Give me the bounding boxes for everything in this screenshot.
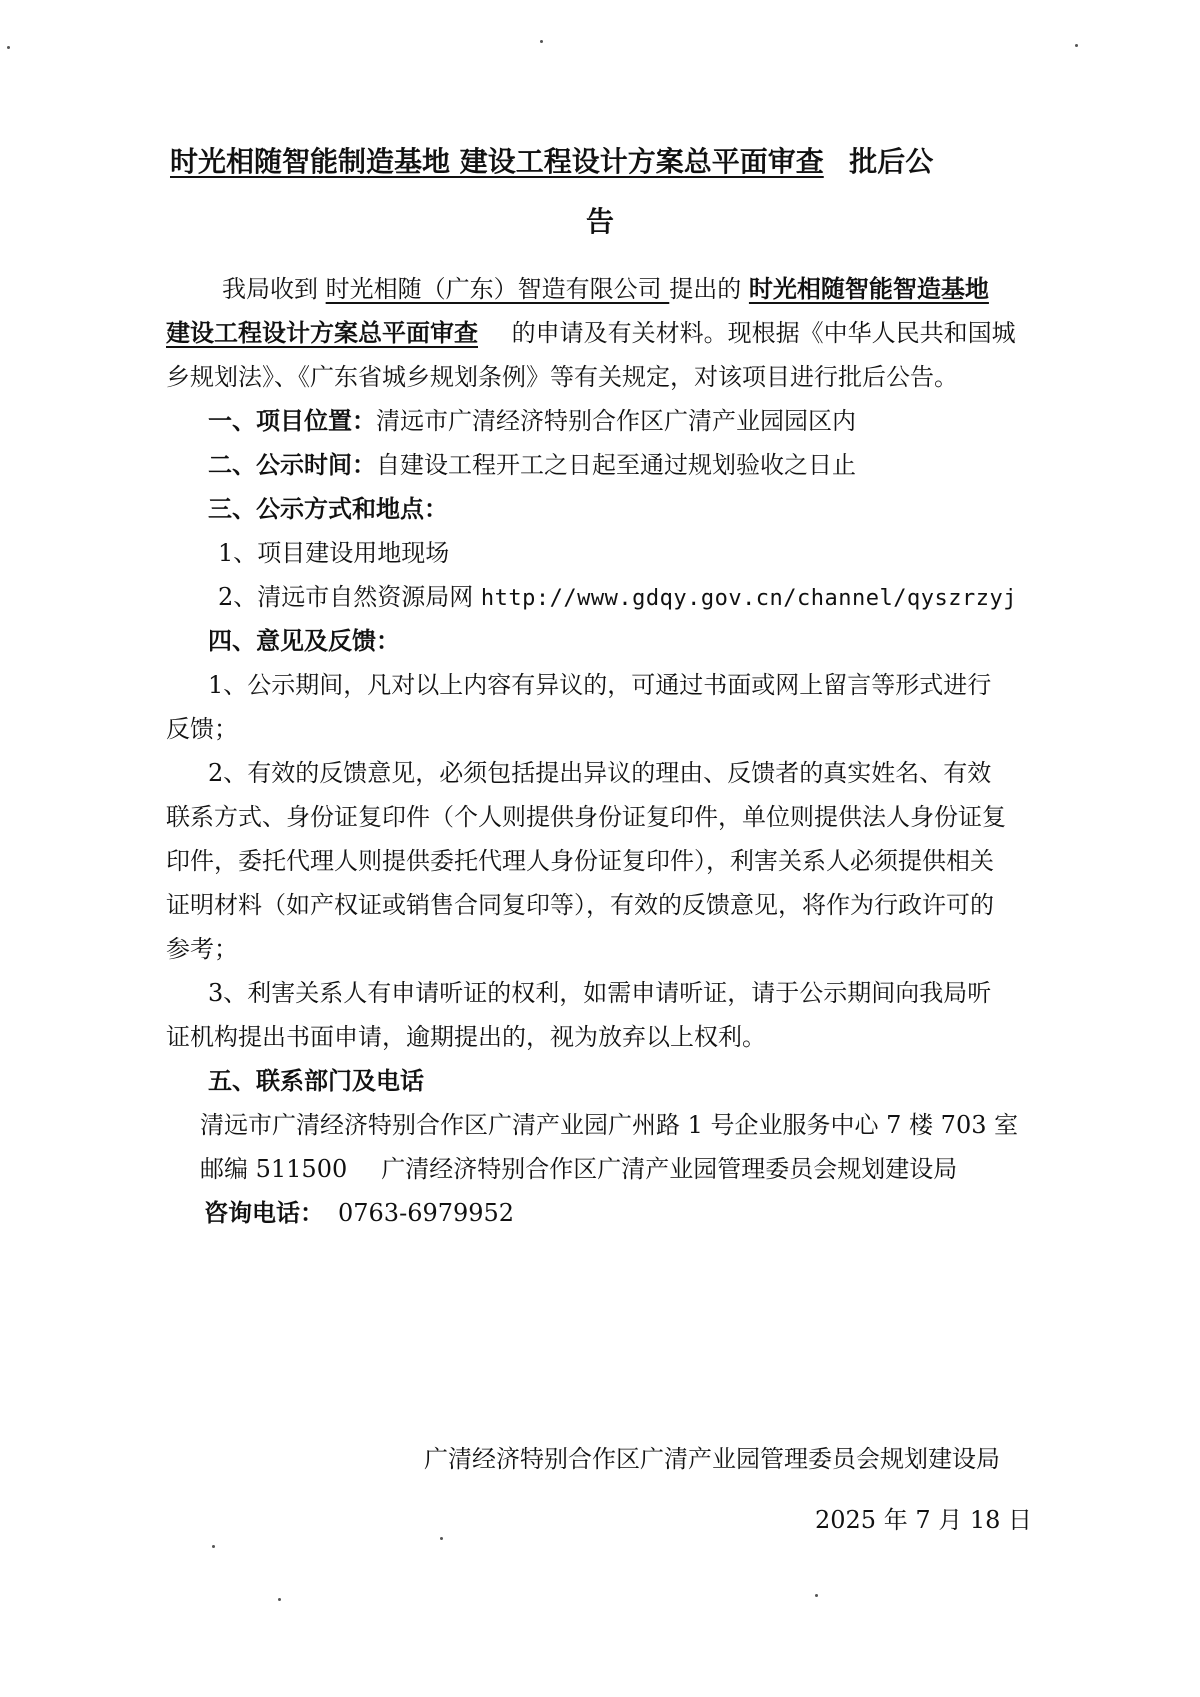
scan-speck bbox=[540, 40, 543, 43]
contact-department: 广清经济特别合作区广清产业园管理委员会规划建设局 bbox=[381, 1155, 958, 1183]
intro-line-2 bbox=[166, 317, 1016, 349]
feedback-p3-line-1: 3、利害关系人有申请听证的权利，如需申请听证，请于公示期间向我局听 bbox=[208, 979, 992, 1007]
title-main: 时光相随智能制造基地 建设工程设计方案总平面审查 bbox=[170, 145, 824, 178]
feedback-p1-line-1: 1、公示期间，凡对以上内容有异议的，可通过书面或网上留言等形式进行 bbox=[208, 671, 992, 699]
intro-line-1 bbox=[222, 273, 989, 305]
feedback-p2-line-1: 2、有效的反馈意见，必须包括提出异议的理由、反馈者的真实姓名、有效 bbox=[208, 759, 992, 787]
intro-text: 的申请及有关材料。现根据《中华人民共和国城 bbox=[504, 319, 1016, 347]
section-feedback: 四、意见及反馈： bbox=[208, 626, 400, 655]
phone-number: 0763-6979952 bbox=[338, 1199, 515, 1227]
item-text: 2、清远市自然资源局网 bbox=[218, 583, 481, 611]
scan-speck bbox=[7, 46, 10, 49]
applicant-company: 时光相随（广东）智造有限公司 bbox=[325, 275, 670, 303]
section-project-location bbox=[208, 405, 856, 437]
section-publicity-method: 三、公示方式和地点： bbox=[208, 494, 448, 523]
publicity-method-item-2 bbox=[218, 581, 1017, 615]
scan-speck bbox=[212, 1545, 215, 1548]
section-text: 清远市广清经济特别合作区广清产业园园区内 bbox=[376, 407, 856, 435]
section-publicity-time bbox=[208, 449, 856, 481]
intro-text: 提出的 bbox=[669, 275, 749, 303]
signature-org: 广清经济特别合作区广清产业园管理委员会规划建设局 bbox=[424, 1445, 1000, 1473]
signature-date: 2025 年 7 月 18 日 bbox=[815, 1506, 1033, 1534]
scan-speck bbox=[1075, 44, 1078, 47]
document-title bbox=[170, 142, 1010, 182]
intro-line-3: 乡规划法》、《广东省城乡规划条例》等有关规定，对该项目进行批后公告。 bbox=[166, 363, 958, 391]
feedback-p2-line-5: 参考； bbox=[166, 935, 238, 963]
document-title-line2: 告 bbox=[585, 205, 614, 238]
contact-postcode-line bbox=[200, 1153, 957, 1185]
section-text: 自建设工程开工之日起至通过规划验收之日止 bbox=[376, 451, 856, 479]
feedback-p2-line-3: 印件，委托代理人则提供委托代理人身份证复印件），利害关系人必须提供相关 bbox=[166, 847, 994, 875]
feedback-p2-line-4: 证明材料（如产权证或销售合同复印等），有效的反馈意见，将作为行政许可的 bbox=[166, 891, 994, 919]
postcode: 邮编 511500 bbox=[200, 1155, 348, 1183]
project-name-cont: 建设工程设计方案总平面审查 bbox=[166, 318, 478, 347]
feedback-p1-line-2: 反馈； bbox=[166, 715, 238, 743]
underline-gap bbox=[478, 317, 504, 349]
project-name: 时光相随智能智造基地 bbox=[748, 274, 989, 303]
website-link[interactable]: http://www.gdqy.gov.cn/channel/qyszrzyj bbox=[480, 586, 1017, 611]
scan-speck bbox=[440, 1537, 443, 1540]
scan-speck bbox=[278, 1598, 281, 1601]
phone-label: 咨询电话： bbox=[204, 1198, 324, 1227]
title-suffix: 批后公 bbox=[849, 145, 934, 178]
section-contact: 五、联系部门及电话 bbox=[208, 1066, 424, 1095]
feedback-p2-line-2: 联系方式、身份证复印件（个人则提供身份证复印件，单位则提供法人身份证复 bbox=[166, 803, 1006, 831]
contact-address: 清远市广清经济特别合作区广清产业园广州路 1 号企业服务中心 7 楼 703 室 bbox=[200, 1111, 1019, 1139]
section-label: 二、公示时间： bbox=[208, 450, 376, 479]
publicity-method-item-1: 1、项目建设用地现场 bbox=[218, 539, 450, 567]
scan-speck bbox=[815, 1594, 818, 1597]
title-underline-gap bbox=[834, 142, 840, 182]
contact-phone-line bbox=[204, 1197, 514, 1229]
intro-text: 我局收到 bbox=[222, 275, 326, 303]
feedback-p3-line-2: 证机构提出书面申请，逾期提出的，视为放弃以上权利。 bbox=[166, 1023, 766, 1051]
section-label: 一、项目位置： bbox=[208, 406, 376, 435]
